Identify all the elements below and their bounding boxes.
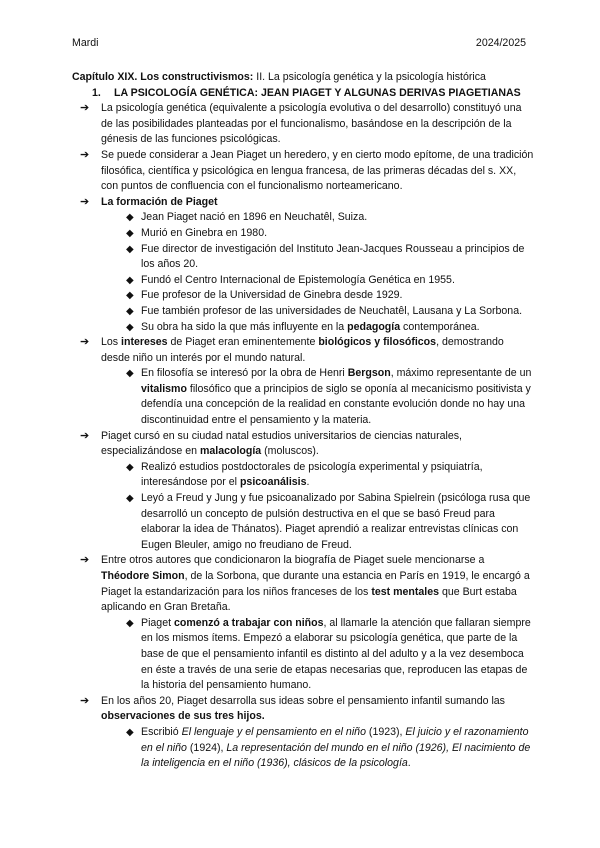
section-heading xyxy=(92,86,534,102)
list-item: ➔ Piaget cursó en su ciudad natal estudios universitarios de ciencias naturales, especializándose en malacología (moluscos). xyxy=(80,429,534,460)
diamond-bullet-icon: ◆ xyxy=(126,305,134,317)
list-item: ➔ En los años 20, Piaget desarrolla sus ideas sobre el pensamiento infantil sumando las observaciones de sus tres hijos. xyxy=(80,694,534,725)
subheading-formacion: La formación de Piaget xyxy=(101,195,218,208)
sub-list-item: ◆ Jean Piaget nació en 1896 en Neuchatêl, Suiza. xyxy=(126,210,534,226)
list-item-formacion xyxy=(80,195,534,211)
sub-list-item: ◆ Su obra ha sido la que más influyente en la pedagogía contemporánea. xyxy=(126,320,534,336)
diamond-bullet-icon: ◆ xyxy=(126,368,134,380)
diamond-bullet-icon: ◆ xyxy=(126,227,134,239)
list-item: ➔ La psicología genética (equivalente a psicología evolutiva o del desarrollo) constituyó una de las posibilidades planteadas por el funcionalismo, basándose en la descripción de la génesis de las funciones psicológicas. xyxy=(80,101,534,148)
arrow-bullet-icon: ➔ xyxy=(80,429,90,442)
list-item: ➔ Se puede considerar a Jean Piaget un heredero, y en cierto modo epítome, de una tradición filosófica, científica y psicológica en lengua francesa, de las primeras décadas del s. XX, con puntos de confluencia con el funcionalismo norteamericano. xyxy=(80,148,534,195)
sub-list-item: ◆ Leyó a Freud y Jung y fue psicoanalizado por Sabina Spielrein (psicóloga rusa que desarrolló un concepto de pulsión destructiva en el que se basó Freud para elaborar la idea de Thánatos). Piaget aprendió a realizar entrevistas clínicas con Eugen Bleuler, amigo no freudiano de Freud. xyxy=(126,491,534,553)
diamond-bullet-icon: ◆ xyxy=(126,726,134,738)
sub-list-item: ◆ Fundó el Centro Internacional de Epistemología Genética en 1955. xyxy=(126,273,534,289)
sub-list-item: ◆ Escribió El lenguaje y el pensamiento en el niño (1923), El juicio y el razonamiento en el niño (1924), La representación del mundo en el niño (1926), El nacimiento de la inteligencia en el niño (1936), clásicos de la psicología. xyxy=(126,725,534,772)
diamond-bullet-icon: ◆ xyxy=(126,243,134,255)
list-item: ➔ Los intereses de Piaget eran eminentemente biológicos y filosóficos, demostrando desde niño un interés por el mundo natural. xyxy=(80,335,534,366)
diamond-bullet-icon: ◆ xyxy=(126,493,134,505)
sub-list-item: ◆ En filosofía se interesó por la obra de Henri Bergson, máximo representante de un vitalismo filosófico que a principios de siglo se oponía al mecanicismo positivista y defendía una concepción de la realidad en constante evolución donde no hay una discontinuidad entre el pensamiento y la materia. xyxy=(126,366,534,428)
arrow-bullet-icon: ➔ xyxy=(80,336,90,349)
list-item: ➔ Entre otros autores que condicionaron la biografía de Piaget suele mencionarse a Théodore Simon, de la Sorbona, que durante una estancia en París en 1919, le encargó a Piaget la estandarización para los niños franceses de los test mentales que Burt estaba aplicando en Gran Bretaña. xyxy=(80,553,534,615)
diamond-bullet-icon: ◆ xyxy=(126,212,134,224)
sub-list-item: ◆ Fue profesor de la Universidad de Ginebra desde 1929. xyxy=(126,288,534,304)
diamond-bullet-icon: ◆ xyxy=(126,290,134,302)
arrow-bullet-icon: ➔ xyxy=(80,102,90,115)
arrow-bullet-icon: ➔ xyxy=(80,148,90,161)
arrow-bullet-icon: ➔ xyxy=(80,694,90,707)
diamond-bullet-icon: ◆ xyxy=(126,617,134,629)
diamond-bullet-icon: ◆ xyxy=(126,274,134,286)
document-body xyxy=(72,70,534,772)
diamond-bullet-icon: ◆ xyxy=(126,321,134,333)
chapter-title: Capítulo XIX. Los constructivismos: II. La psicología genética y la psicología histórica xyxy=(72,71,486,83)
section-number: 1. xyxy=(92,86,101,99)
header-author: Mardi xyxy=(72,37,99,49)
sub-list-item: ◆ Fue director de investigación del Instituto Jean-Jacques Rousseau a principios de los años 20. xyxy=(126,242,534,273)
sub-list-item: ◆ Realizó estudios postdoctorales de psicología experimental y psiquiatría, interesándose por el psicoanálisis. xyxy=(126,460,534,491)
sub-list-item: ◆ Fue también profesor de las universidades de Neuchatêl, Lausana y La Sorbona. xyxy=(126,304,534,320)
header-year: 2024/2025 xyxy=(475,37,526,49)
sub-list-item: ◆ Murió en Ginebra en 1980. xyxy=(126,226,534,242)
arrow-bullet-icon: ➔ xyxy=(80,554,90,567)
diamond-bullet-icon: ◆ xyxy=(126,461,134,473)
arrow-bullet-icon: ➔ xyxy=(80,195,90,208)
sub-list-item: ◆ Piaget comenzó a trabajar con niños, al llamarle la atención que fallaran siempre en los mismos ítems. Empezó a elaborar su psicología genética, que parte de la base de que el pensamiento infantil es distinto al del adulto y a la vez desemboca en éste a través de una serie de etapas necesarias que, reproducen las etapas de la historia del pensamiento humano. xyxy=(126,616,534,694)
section-title: LA PSICOLOGÍA GENÉTICA: JEAN PIAGET Y ALGUNAS DERIVAS PIAGETIANAS xyxy=(114,86,521,99)
